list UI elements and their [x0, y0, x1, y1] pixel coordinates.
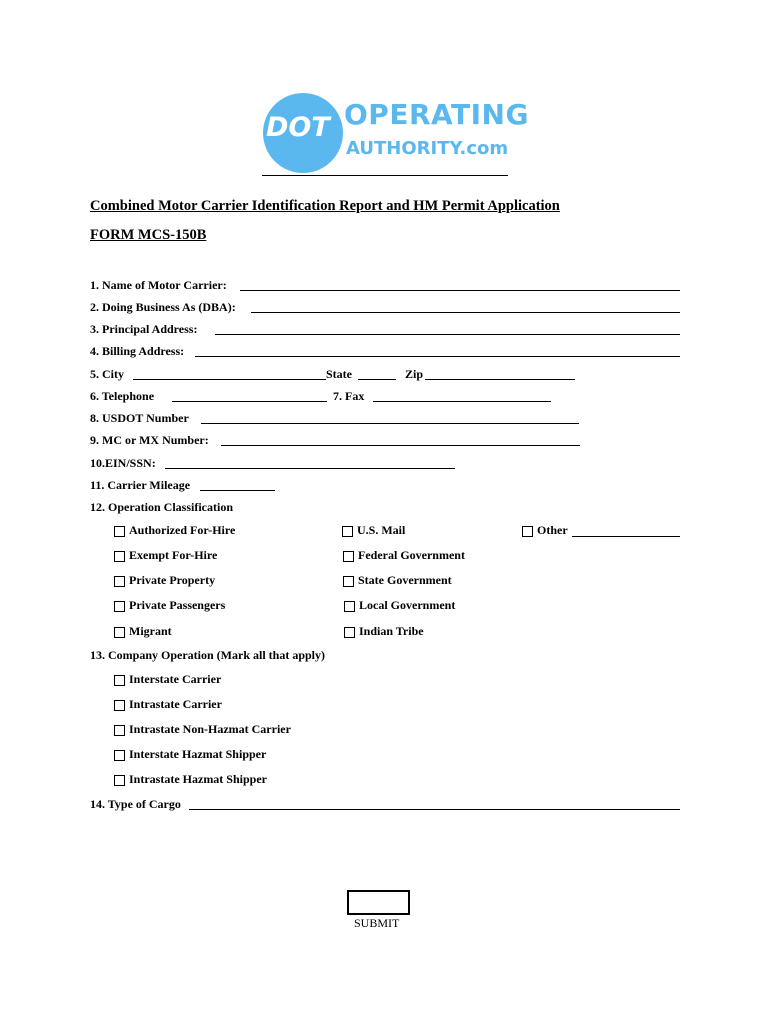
- local-government-checkbox[interactable]: [344, 601, 355, 612]
- principal-address-field[interactable]: [215, 334, 680, 335]
- other-label: Other: [537, 523, 568, 537]
- type-of-cargo-label: 14. Type of Cargo: [90, 797, 181, 811]
- interstate-carrier-checkbox[interactable]: [114, 675, 125, 686]
- migrant-label: Migrant: [129, 624, 172, 638]
- usdot-label: 8. USDOT Number: [90, 411, 189, 425]
- intrastate-hazmat-shipper-checkbox[interactable]: [114, 775, 125, 786]
- carrier-mileage-label: 11. Carrier Mileage: [90, 478, 191, 492]
- form-title: Combined Motor Carrier Identification Report and HM Permit Application: [90, 198, 560, 214]
- zip-label: Zip: [405, 367, 424, 381]
- federal-government-label: Federal Government: [358, 548, 465, 562]
- state-government-checkbox[interactable]: [343, 576, 354, 587]
- submit-button[interactable]: [347, 890, 410, 915]
- zip-field[interactable]: [425, 379, 575, 380]
- other-checkbox[interactable]: [522, 526, 533, 537]
- authorized-for-hire-checkbox[interactable]: [114, 526, 125, 537]
- mc-mx-label: 9. MC or MX Number:: [90, 433, 209, 447]
- state-label: State: [326, 367, 352, 381]
- fax-field[interactable]: [373, 401, 551, 402]
- intrastate-hazmat-shipper-label: Intrastate Hazmat Shipper: [129, 772, 267, 786]
- type-of-cargo-field[interactable]: [189, 809, 680, 810]
- private-property-label: Private Property: [129, 573, 216, 587]
- city-field[interactable]: [133, 379, 326, 380]
- private-passengers-checkbox[interactable]: [114, 601, 125, 612]
- indian-tribe-checkbox[interactable]: [344, 627, 355, 638]
- state-field[interactable]: [358, 379, 396, 380]
- logo-operating-text: OPERATING: [344, 98, 529, 131]
- dba-field[interactable]: [251, 312, 680, 313]
- logo: [262, 92, 529, 174]
- exempt-for-hire-checkbox[interactable]: [114, 551, 125, 562]
- ein-ssn-field[interactable]: [165, 468, 455, 469]
- billing-address-field[interactable]: [195, 356, 680, 357]
- other-field[interactable]: [572, 536, 680, 537]
- form-number: FORM MCS-150B: [90, 227, 207, 243]
- state-government-label: State Government: [358, 573, 452, 587]
- telephone-label: 6. Telephone: [90, 389, 155, 403]
- us-mail-checkbox[interactable]: [342, 526, 353, 537]
- interstate-carrier-label: Interstate Carrier: [129, 672, 222, 686]
- logo-authority-text: AUTHORITY.com: [346, 138, 509, 159]
- fax-label: 7. Fax: [333, 389, 365, 403]
- dba-label: 2. Doing Business As (DBA):: [90, 300, 236, 314]
- ein-ssn-label: 10.EIN/SSN:: [90, 456, 156, 470]
- telephone-field[interactable]: [172, 401, 327, 402]
- exempt-for-hire-label: Exempt For-Hire: [129, 548, 218, 562]
- intrastate-non-hazmat-label: Intrastate Non-Hazmat Carrier: [129, 722, 291, 736]
- name-of-carrier-field[interactable]: [240, 290, 680, 291]
- company-operation-label: 13. Company Operation (Mark all that apply): [90, 648, 326, 662]
- intrastate-carrier-label: Intrastate Carrier: [129, 697, 222, 711]
- us-mail-label: U.S. Mail: [357, 523, 406, 537]
- logo-underline: [262, 175, 508, 176]
- operation-classification-label: 12. Operation Classification: [90, 500, 233, 514]
- carrier-mileage-field[interactable]: [200, 490, 275, 491]
- migrant-checkbox[interactable]: [114, 627, 125, 638]
- private-passengers-label: Private Passengers: [129, 598, 226, 612]
- name-of-carrier-label: 1. Name of Motor Carrier:: [90, 278, 227, 292]
- intrastate-carrier-checkbox[interactable]: [114, 700, 125, 711]
- logo-dot-text: DOT: [266, 112, 330, 143]
- federal-government-checkbox[interactable]: [343, 551, 354, 562]
- interstate-hazmat-shipper-label: Interstate Hazmat Shipper: [129, 747, 267, 761]
- billing-address-label: 4. Billing Address:: [90, 344, 185, 358]
- interstate-hazmat-shipper-checkbox[interactable]: [114, 750, 125, 761]
- authorized-for-hire-label: Authorized For-Hire: [129, 523, 236, 537]
- private-property-checkbox[interactable]: [114, 576, 125, 587]
- indian-tribe-label: Indian Tribe: [359, 624, 424, 638]
- city-label: 5. City: [90, 367, 124, 381]
- usdot-field[interactable]: [201, 423, 579, 424]
- local-government-label: Local Government: [359, 598, 456, 612]
- principal-address-label: 3. Principal Address:: [90, 322, 198, 336]
- submit-label: SUBMIT: [354, 916, 400, 930]
- mc-mx-field[interactable]: [221, 445, 580, 446]
- intrastate-non-hazmat-checkbox[interactable]: [114, 725, 125, 736]
